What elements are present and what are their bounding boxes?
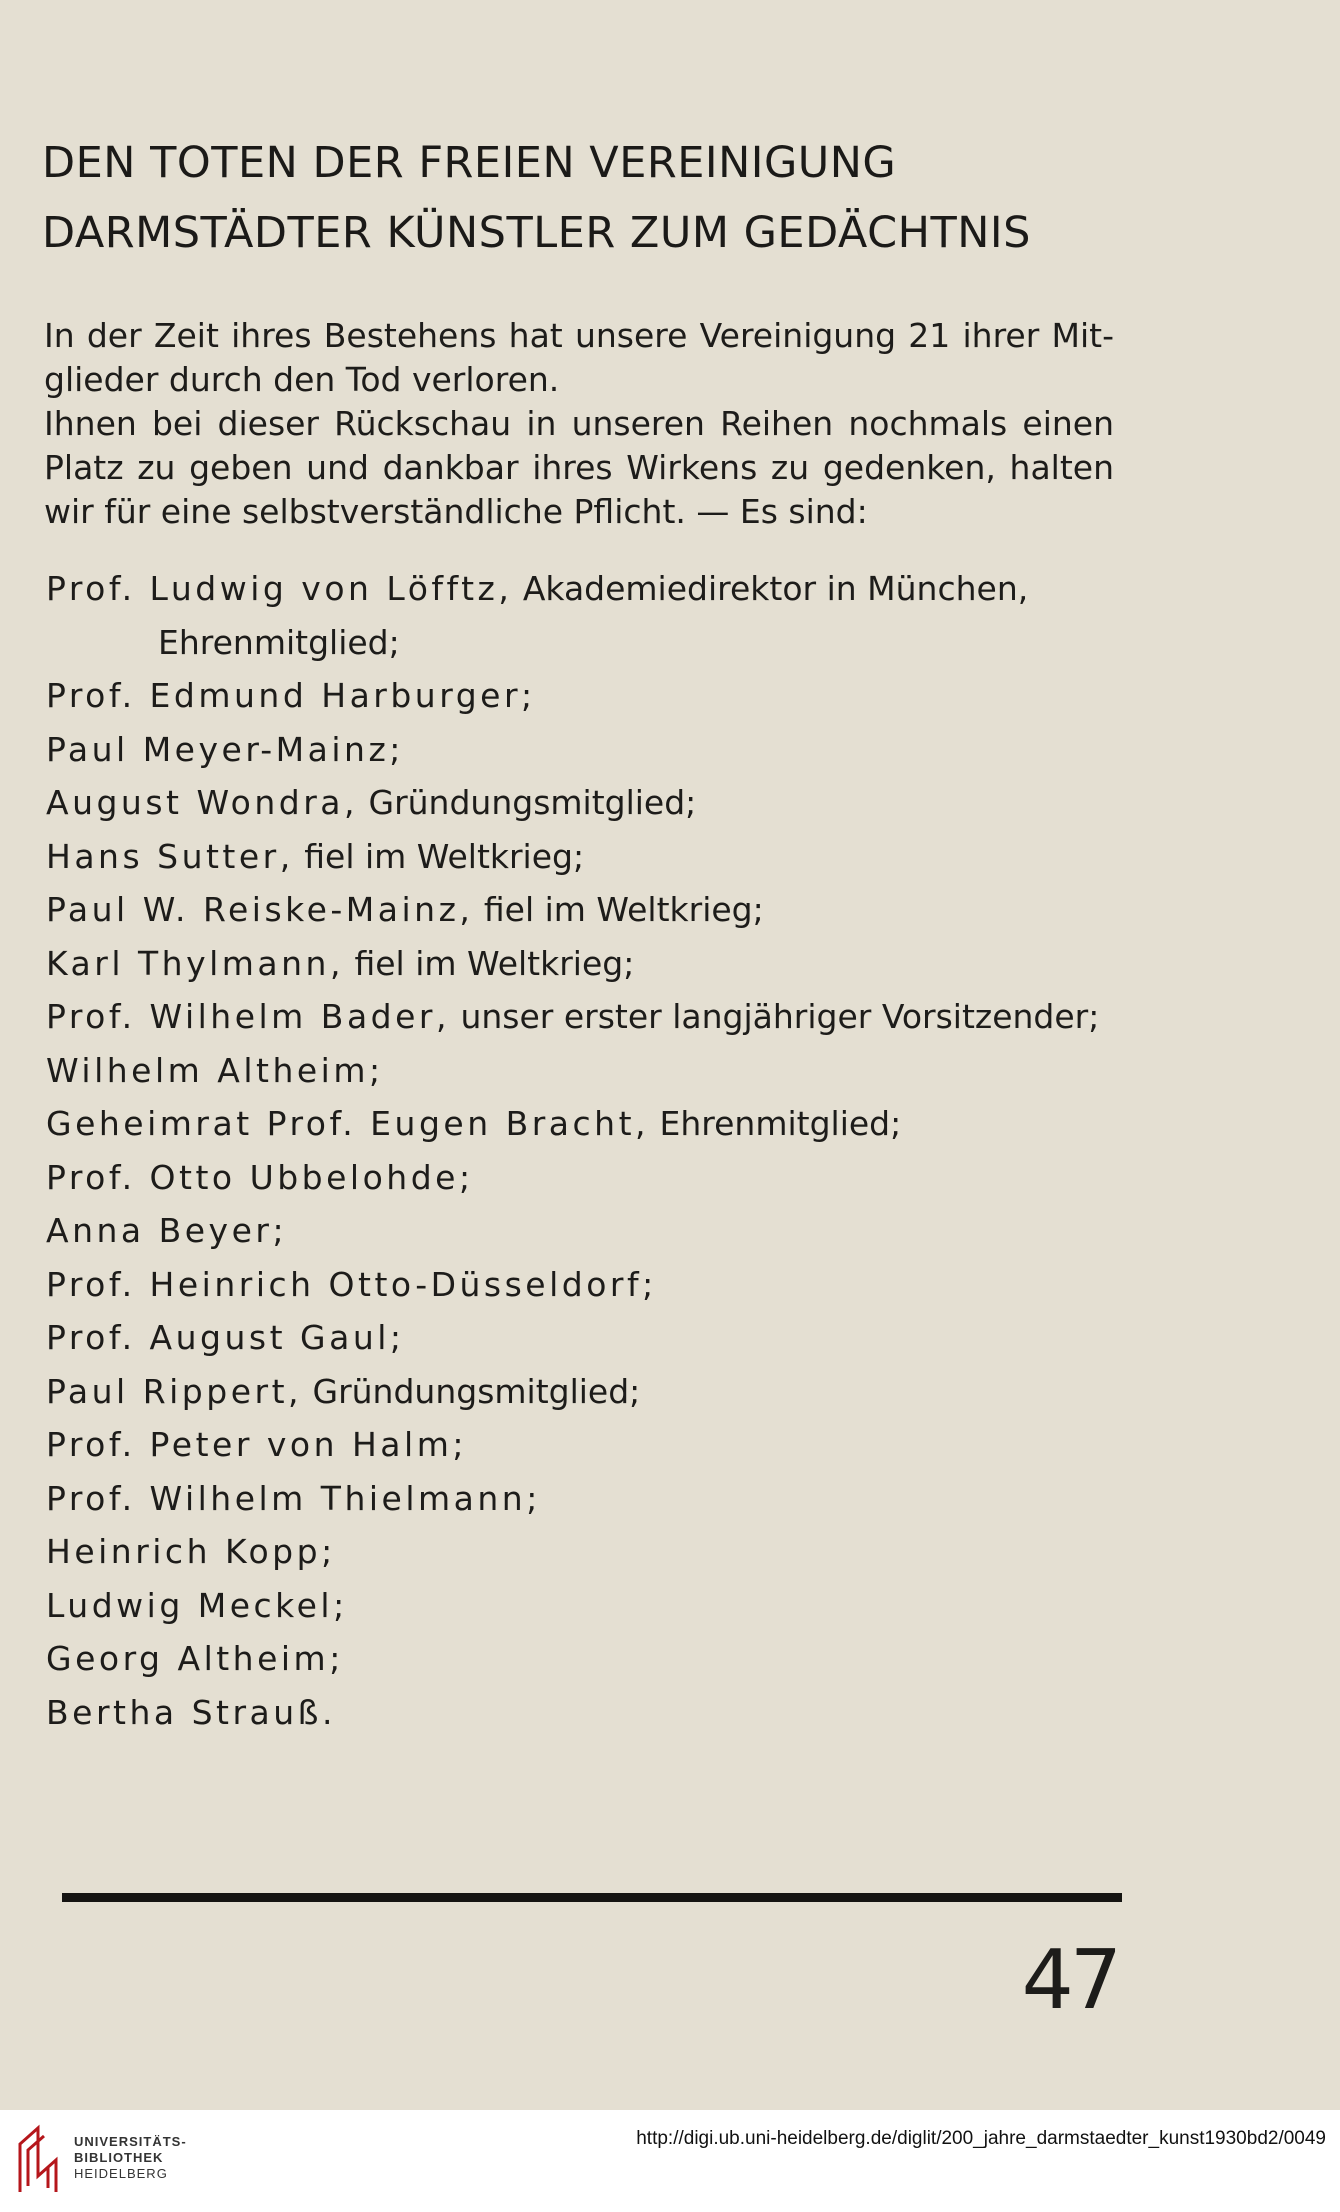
member-list — [46, 562, 1126, 1739]
member-note: Akademiedirektor in München, — [512, 569, 1029, 608]
page-number: 47 — [1021, 1933, 1118, 2028]
member-note: fiel im Weltkrieg; — [343, 943, 635, 983]
library-name-line: UNIVERSITÄTS- — [74, 2134, 187, 2149]
member-name: Prof. Edmund Harburger; — [46, 676, 536, 715]
member-name: Geheimrat Prof. Eugen Bracht, — [46, 1104, 650, 1143]
member-entry — [46, 1258, 1126, 1312]
member-name: Anna Beyer; — [46, 1211, 288, 1250]
member-name: Prof. Heinrich Otto-Düsseldorf; — [46, 1264, 657, 1304]
member-entry — [46, 776, 1126, 830]
member-note: Gründungsmitglied; — [358, 783, 697, 822]
horizontal-rule — [62, 1893, 1122, 1902]
member-entry — [46, 830, 1126, 884]
member-entry — [46, 990, 1126, 1044]
member-note: unser erster langjähriger Vorsitzender; — [449, 997, 1100, 1036]
member-entry — [46, 669, 1126, 723]
library-name — [74, 2134, 187, 2182]
footer-bar — [0, 2110, 1340, 2212]
member-note: Ehrenmitglied; — [649, 1104, 902, 1143]
member-entry-continuation — [46, 616, 1126, 670]
library-name-line: BIBLIOTHEK — [74, 2150, 164, 2165]
member-name: Paul Rippert, — [46, 1371, 303, 1411]
page-title — [42, 128, 1242, 268]
intro-line: In der Zeit ihres Bestehens hat unsere Vereinigung 21 ihrer Mit- — [44, 316, 1114, 355]
member-name: Heinrich Kopp; — [46, 1532, 336, 1571]
title-line-2: DARMSTÄDTER KÜNSTLER ZUM GEDÄCHTNIS — [42, 208, 1031, 258]
member-name: Prof. Otto Ubbelohde; — [46, 1157, 474, 1197]
member-entry — [46, 1418, 1126, 1472]
member-name: Ludwig Meckel; — [46, 1585, 348, 1625]
member-note: Gründungsmitglied; — [302, 1371, 641, 1411]
member-entry — [46, 1632, 1126, 1686]
library-logo-icon[interactable] — [14, 2122, 64, 2194]
member-name: Prof. Peter von Halm; — [46, 1425, 467, 1464]
member-entry — [46, 1472, 1126, 1526]
member-name: Bertha Strauß. — [46, 1692, 336, 1732]
member-entry — [46, 723, 1126, 777]
member-name: Prof. August Gaul; — [46, 1318, 405, 1357]
intro-line: wir für eine selbstverständliche Pflicht. — Es sind: — [44, 492, 868, 531]
member-entry — [46, 1097, 1126, 1151]
member-entry — [46, 1044, 1126, 1098]
member-entry — [46, 937, 1126, 991]
member-name: Prof. Ludwig von Löfftz, — [46, 569, 513, 608]
library-name-line: HEIDELBERG — [74, 2166, 168, 2181]
member-entry — [46, 1204, 1126, 1258]
member-entry — [46, 1151, 1126, 1205]
member-entry — [46, 562, 1126, 616]
member-name: Karl Thylmann, — [46, 943, 344, 983]
member-note: Ehrenmitglied; — [158, 622, 400, 662]
member-entry — [46, 1579, 1126, 1633]
source-url-link[interactable]: http://digi.ub.uni-heidelberg.de/diglit/200_jahre_darmstaedter_kunst1930bd2/0049 — [636, 2128, 1326, 2149]
member-note: fiel im Weltkrieg; — [473, 890, 764, 929]
intro-line: Platz zu geben und dankbar ihres Wirkens zu gedenken, halten — [44, 448, 1114, 487]
member-entry — [46, 1311, 1126, 1365]
member-entry — [46, 1686, 1126, 1740]
member-name: Prof. Wilhelm Bader, — [46, 997, 450, 1036]
intro-paragraph — [44, 314, 1114, 534]
member-name: Wilhelm Altheim; — [46, 1050, 384, 1090]
intro-line: glieder durch den Tod verloren. — [44, 360, 560, 399]
member-note: fiel im Weltkrieg; — [293, 836, 585, 876]
title-line-1: DEN TOTEN DER FREIEN VEREINIGUNG — [42, 138, 897, 188]
member-name: Georg Altheim; — [46, 1639, 344, 1678]
member-name: Hans Sutter, — [46, 836, 294, 876]
intro-line: Ihnen bei dieser Rückschau in unseren Reihen nochmals einen — [44, 404, 1114, 443]
member-name: Prof. Wilhelm Thielmann; — [46, 1478, 541, 1518]
member-name: Paul W. Reiske-Mainz, — [46, 890, 474, 929]
member-name: August Wondra, — [46, 783, 359, 822]
member-entry — [46, 883, 1126, 937]
member-entry — [46, 1525, 1126, 1579]
member-entry — [46, 1365, 1126, 1419]
member-name: Paul Meyer-Mainz; — [46, 729, 404, 769]
